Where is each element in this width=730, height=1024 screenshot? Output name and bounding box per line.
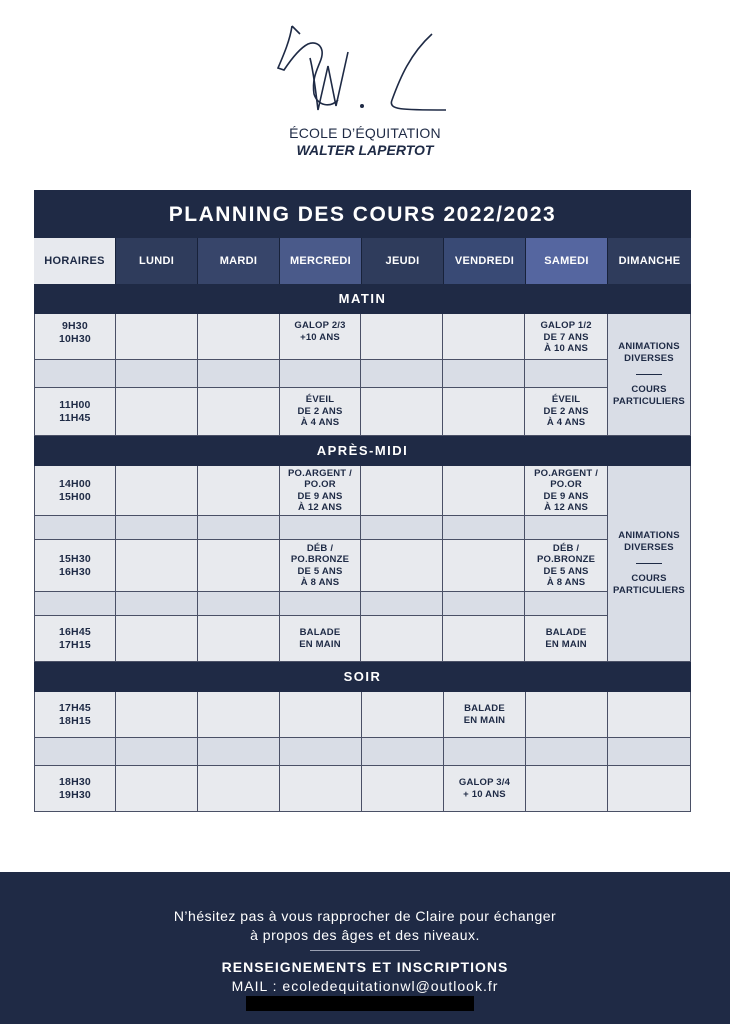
time-cell — [34, 360, 116, 388]
course-cell-samedi: ÉVEIL DE 2 ANS À 4 ANS — [525, 388, 608, 436]
dimanche-activities-cell — [608, 466, 691, 662]
time-cell — [34, 738, 116, 766]
course-cell-mercredi: DÉB / PO.BRONZE DE 5 ANS À 8 ANS — [280, 540, 362, 592]
course-cell-samedi: DÉB / PO.BRONZE DE 5 ANS À 8 ANS — [525, 540, 608, 592]
course-cell-vendredi — [443, 516, 525, 540]
course-cell-lundi — [116, 616, 198, 662]
course-cell-samedi — [526, 766, 608, 812]
redacted-phone-bar — [246, 996, 474, 1011]
dimanche-activities-cell — [608, 314, 691, 436]
course-cell-lundi — [116, 516, 198, 540]
course-cell-vendredi — [443, 388, 525, 436]
footer-heading: RENSEIGNEMENTS ET INSCRIPTIONS — [221, 959, 509, 975]
day-header-mercredi: MERCREDI — [280, 238, 362, 284]
dimanche-divider — [636, 374, 662, 375]
dimanche-cours-text: COURS PARTICULIERS — [613, 573, 685, 596]
time-slot-row — [34, 540, 608, 592]
course-cell-mercredi — [280, 516, 362, 540]
matin-grid — [34, 314, 691, 436]
school-name-line2: WALTER LAPERTOT — [296, 142, 434, 158]
dimanche-animations-text: ANIMATIONS DIVERSES — [618, 530, 680, 553]
section-apres-midi: APRÈS-MIDI — [34, 436, 691, 466]
day-header-dimanche: DIMANCHE — [608, 238, 691, 284]
course-cell-mardi — [198, 616, 280, 662]
time-slot-row — [34, 692, 691, 738]
soir-grid — [34, 692, 691, 812]
course-cell-mercredi: ÉVEIL DE 2 ANS À 4 ANS — [280, 388, 362, 436]
course-cell-samedi — [525, 360, 608, 388]
course-cell-mardi — [198, 516, 280, 540]
course-cell-vendredi — [443, 360, 525, 388]
time-slot-row — [34, 466, 608, 516]
time-cell — [34, 516, 116, 540]
course-cell-vendredi: BALADE EN MAIN — [444, 692, 526, 738]
course-cell-mardi — [198, 360, 280, 388]
course-cell-vendredi — [443, 314, 525, 360]
spacer-row — [34, 360, 608, 388]
day-header-samedi: SAMEDI — [526, 238, 608, 284]
course-cell-mercredi — [280, 360, 362, 388]
course-cell-vendredi — [443, 616, 525, 662]
spacer-row — [34, 516, 608, 540]
course-cell-jeudi — [361, 388, 443, 436]
day-header-horaires: HORAIRES — [34, 238, 116, 284]
course-cell-vendredi — [443, 466, 525, 516]
school-logo — [0, 0, 730, 175]
time-cell — [34, 592, 116, 616]
course-cell-samedi — [526, 738, 608, 766]
course-cell-mardi — [198, 466, 280, 516]
course-cell-lundi — [116, 766, 198, 812]
course-cell-jeudi — [362, 766, 444, 812]
course-cell-mardi — [198, 592, 280, 616]
time-slot-row — [34, 766, 691, 812]
course-cell-mardi — [198, 314, 280, 360]
course-cell-mardi — [198, 388, 280, 436]
course-cell-jeudi — [361, 314, 443, 360]
course-cell-mercredi — [280, 738, 362, 766]
time-cell: 18H30 19H30 — [34, 766, 116, 812]
time-cell: 16H45 17H15 — [34, 616, 116, 662]
course-cell-mardi — [198, 692, 280, 738]
course-cell-lundi — [116, 692, 198, 738]
course-cell-jeudi — [361, 360, 443, 388]
course-cell-samedi: PO.ARGENT / PO.OR DE 9 ANS À 12 ANS — [525, 466, 608, 516]
day-header-row — [34, 238, 691, 284]
time-slot-row — [34, 314, 608, 360]
course-cell-mercredi: GALOP 2/3 +10 ANS — [280, 314, 362, 360]
course-cell-mardi — [198, 540, 280, 592]
section-soir: SOIR — [34, 662, 691, 692]
time-slot-row — [34, 616, 608, 662]
time-cell: 9H30 10H30 — [34, 314, 116, 360]
day-header-mardi: MARDI — [198, 238, 280, 284]
footer-info-line2: à propos des âges et des niveaux. — [250, 927, 480, 943]
spacer-row — [34, 592, 608, 616]
course-cell-mardi — [198, 766, 280, 812]
course-cell-dimanche — [608, 766, 691, 812]
dimanche-cours-text: COURS PARTICULIERS — [613, 384, 685, 407]
course-cell-mercredi — [280, 766, 362, 812]
course-cell-vendredi — [443, 540, 525, 592]
course-cell-jeudi — [361, 466, 443, 516]
day-header-lundi: LUNDI — [116, 238, 198, 284]
course-cell-samedi: GALOP 1/2 DE 7 ANS À 10 ANS — [525, 314, 608, 360]
course-cell-mercredi: BALADE EN MAIN — [280, 616, 362, 662]
course-cell-vendredi: GALOP 3/4 + 10 ANS — [444, 766, 526, 812]
course-cell-jeudi — [362, 738, 444, 766]
time-cell: 17H45 18H15 — [34, 692, 116, 738]
course-cell-mardi — [198, 738, 280, 766]
course-cell-mercredi — [280, 692, 362, 738]
spacer-row — [34, 738, 691, 766]
dimanche-divider — [636, 563, 662, 564]
course-cell-lundi — [116, 738, 198, 766]
footer — [0, 872, 730, 1024]
dimanche-animations-text: ANIMATIONS DIVERSES — [618, 341, 680, 364]
course-cell-dimanche — [608, 738, 691, 766]
footer-mail: MAIL : ecoledequitationwl@outlook.fr — [231, 978, 499, 994]
course-cell-vendredi — [444, 738, 526, 766]
course-cell-jeudi — [361, 616, 443, 662]
course-cell-jeudi — [362, 692, 444, 738]
section-matin: MATIN — [34, 284, 691, 314]
course-cell-jeudi — [361, 516, 443, 540]
course-cell-samedi: BALADE EN MAIN — [525, 616, 608, 662]
course-cell-lundi — [116, 314, 198, 360]
course-cell-jeudi — [361, 540, 443, 592]
footer-divider — [310, 950, 420, 951]
course-cell-lundi — [116, 592, 198, 616]
time-slot-row — [34, 388, 608, 436]
course-cell-lundi — [116, 360, 198, 388]
course-cell-samedi — [526, 692, 608, 738]
course-cell-lundi — [116, 540, 198, 592]
time-cell: 15H30 16H30 — [34, 540, 116, 592]
course-cell-mercredi: PO.ARGENT / PO.OR DE 9 ANS À 12 ANS — [280, 466, 362, 516]
footer-info-line1: N’hésitez pas à vous rapprocher de Claire pour échanger — [173, 908, 557, 924]
course-cell-jeudi — [361, 592, 443, 616]
day-header-vendredi: VENDREDI — [444, 238, 526, 284]
course-cell-dimanche — [608, 692, 691, 738]
schedule-table — [34, 190, 691, 812]
course-cell-samedi — [525, 516, 608, 540]
course-cell-vendredi — [443, 592, 525, 616]
time-cell: 11H00 11H45 — [34, 388, 116, 436]
course-cell-lundi — [116, 388, 198, 436]
course-cell-mercredi — [280, 592, 362, 616]
time-cell: 14H00 15H00 — [34, 466, 116, 516]
schedule-title: PLANNING DES COURS 2022/2023 — [34, 190, 691, 238]
course-cell-lundi — [116, 466, 198, 516]
day-header-jeudi: JEUDI — [362, 238, 444, 284]
school-name-line1: ÉCOLE D’ÉQUITATION — [289, 125, 441, 141]
horse-monogram-logo — [270, 14, 460, 114]
apres-midi-grid — [34, 466, 691, 662]
course-cell-samedi — [525, 592, 608, 616]
